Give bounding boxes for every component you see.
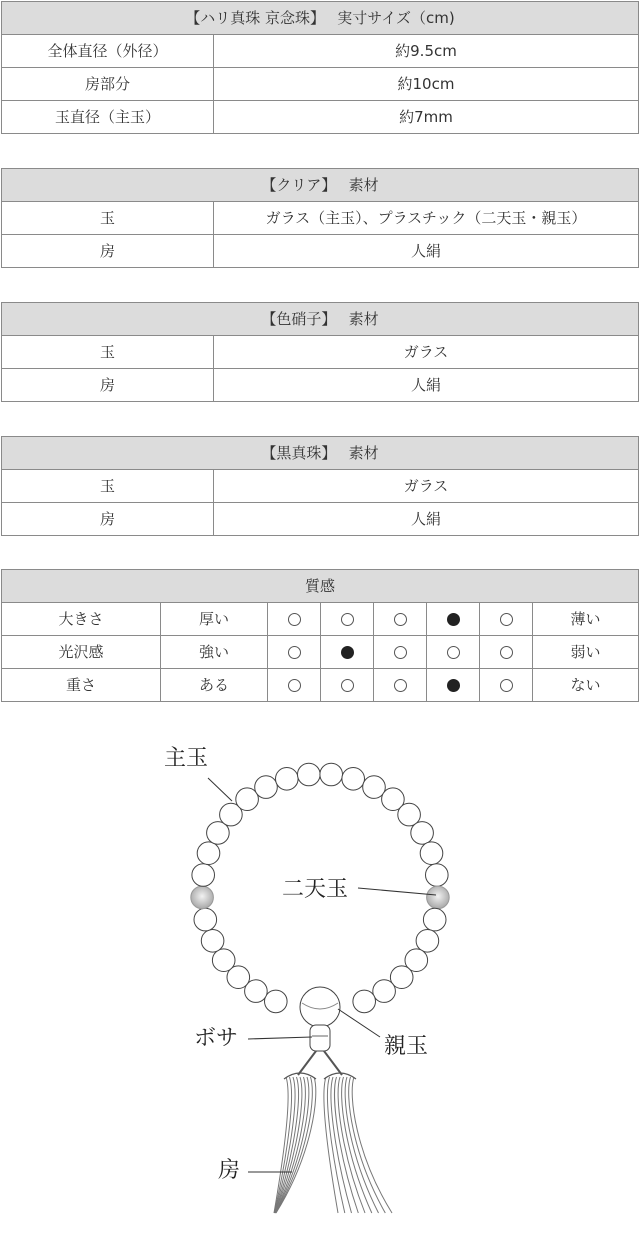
texture-name: 光沢感	[2, 636, 161, 669]
row-label: 房	[2, 369, 214, 402]
table-row	[2, 235, 639, 268]
texture-right-label: ない	[533, 669, 639, 702]
texture-scale-cell	[374, 636, 427, 669]
table-row	[2, 35, 639, 68]
row-value: 人絹	[214, 235, 639, 268]
empty-circle-icon	[341, 613, 354, 626]
row-label: 玉	[2, 470, 214, 503]
tassel-strand	[345, 1077, 378, 1213]
texture-name: 重さ	[2, 669, 161, 702]
tassel-cap	[284, 1073, 356, 1079]
main-bead	[423, 908, 446, 931]
row-label: 房部分	[2, 68, 214, 101]
row-value: ガラス	[214, 336, 639, 369]
material-table-header: 【黒真珠】 素材	[2, 437, 639, 470]
texture-scale-cell	[427, 669, 480, 702]
main-bead	[197, 842, 220, 865]
material-table-header: 【色硝子】 素材	[2, 303, 639, 336]
label-oya-bead: 親玉	[384, 1034, 429, 1059]
table-row	[2, 369, 639, 402]
main-bead	[320, 763, 343, 786]
row-label: 玉	[2, 336, 214, 369]
label-main-bead: 主玉	[164, 746, 209, 771]
main-bead	[420, 842, 443, 865]
row-value: 約9.5cm	[214, 35, 639, 68]
texture-row	[2, 669, 639, 702]
empty-circle-icon	[288, 679, 301, 692]
leader-line-main	[208, 778, 232, 801]
leader-line-niten	[358, 888, 436, 895]
empty-circle-icon	[288, 646, 301, 659]
niten-bead	[427, 886, 450, 909]
texture-scale-cell	[480, 636, 533, 669]
filled-circle-icon	[341, 646, 354, 659]
main-bead	[426, 864, 449, 887]
filled-circle-icon	[447, 613, 460, 626]
label-niten-bead: 二天玉	[282, 877, 349, 902]
table-row	[2, 68, 639, 101]
main-bead	[212, 949, 235, 972]
filled-circle-icon	[447, 679, 460, 692]
texture-scale-cell	[480, 603, 533, 636]
row-label: 玉直径（主玉）	[2, 101, 214, 134]
empty-circle-icon	[447, 646, 460, 659]
niten-bead	[191, 886, 214, 909]
texture-scale-cell	[321, 669, 374, 702]
bosa-knot	[310, 1025, 330, 1051]
main-bead	[255, 776, 278, 799]
material-table-black-pearl	[1, 436, 639, 536]
size-table	[1, 1, 639, 134]
oya-bead	[300, 987, 340, 1027]
table-row	[2, 202, 639, 235]
main-bead	[194, 908, 217, 931]
texture-name: 大きさ	[2, 603, 161, 636]
tassel-strand	[349, 1077, 386, 1213]
texture-row	[2, 603, 639, 636]
empty-circle-icon	[341, 679, 354, 692]
texture-scale-cell	[480, 669, 533, 702]
size-table-header: 【ハリ真珠 京念珠】 実寸サイズ（cm)	[2, 2, 639, 35]
texture-scale-cell	[321, 603, 374, 636]
texture-scale-cell	[268, 603, 321, 636]
texture-left-label: 厚い	[161, 603, 268, 636]
tassel-strands	[274, 1073, 392, 1213]
row-label: 房	[2, 503, 214, 536]
table-row	[2, 101, 639, 134]
main-bead	[201, 930, 224, 953]
leader-line-bosa	[248, 1037, 312, 1039]
main-bead	[373, 980, 396, 1003]
main-bead	[353, 990, 376, 1013]
empty-circle-icon	[500, 646, 513, 659]
main-bead	[298, 763, 321, 786]
main-bead	[342, 768, 365, 791]
texture-scale-cell	[427, 636, 480, 669]
main-bead	[265, 990, 288, 1013]
texture-scale-cell	[374, 603, 427, 636]
texture-left-label: ある	[161, 669, 268, 702]
empty-circle-icon	[394, 613, 407, 626]
empty-circle-icon	[500, 613, 513, 626]
material-table-header: 【クリア】 素材	[2, 169, 639, 202]
empty-circle-icon	[288, 613, 301, 626]
main-bead	[411, 822, 434, 845]
table-row	[2, 336, 639, 369]
texture-scale-cell	[321, 636, 374, 669]
tassel-cord	[298, 1051, 342, 1075]
juzu-diagram	[0, 715, 640, 1247]
row-label: 全体直径（外径）	[2, 35, 214, 68]
row-value: ガラス（主玉）、プラスチック（二天玉・親玉）	[214, 202, 639, 235]
texture-table-header: 質感	[2, 570, 639, 603]
texture-row	[2, 636, 639, 669]
table-row	[2, 503, 639, 536]
material-table-colored-glass	[1, 302, 639, 402]
material-table-clear	[1, 168, 639, 268]
tassel-strand	[352, 1077, 392, 1213]
texture-left-label: 強い	[161, 636, 268, 669]
texture-right-label: 薄い	[533, 603, 639, 636]
leader-line-oya	[338, 1009, 380, 1037]
label-bosa: ボサ	[194, 1026, 239, 1051]
row-value: 約10cm	[214, 68, 639, 101]
table-row	[2, 470, 639, 503]
row-label: 房	[2, 235, 214, 268]
row-label: 玉	[2, 202, 214, 235]
texture-scale-cell	[374, 669, 427, 702]
main-bead	[192, 864, 215, 887]
row-value: 約7mm	[214, 101, 639, 134]
label-tassel: 房	[218, 1158, 241, 1183]
texture-table	[1, 569, 639, 702]
empty-circle-icon	[394, 646, 407, 659]
empty-circle-icon	[500, 679, 513, 692]
texture-right-label: 弱い	[533, 636, 639, 669]
texture-scale-cell	[427, 603, 480, 636]
texture-scale-cell	[268, 636, 321, 669]
empty-circle-icon	[394, 679, 407, 692]
texture-scale-cell	[268, 669, 321, 702]
row-value: 人絹	[214, 503, 639, 536]
main-bead	[276, 768, 299, 791]
row-value: 人絹	[214, 369, 639, 402]
row-value: ガラス	[214, 470, 639, 503]
main-bead	[416, 930, 439, 953]
